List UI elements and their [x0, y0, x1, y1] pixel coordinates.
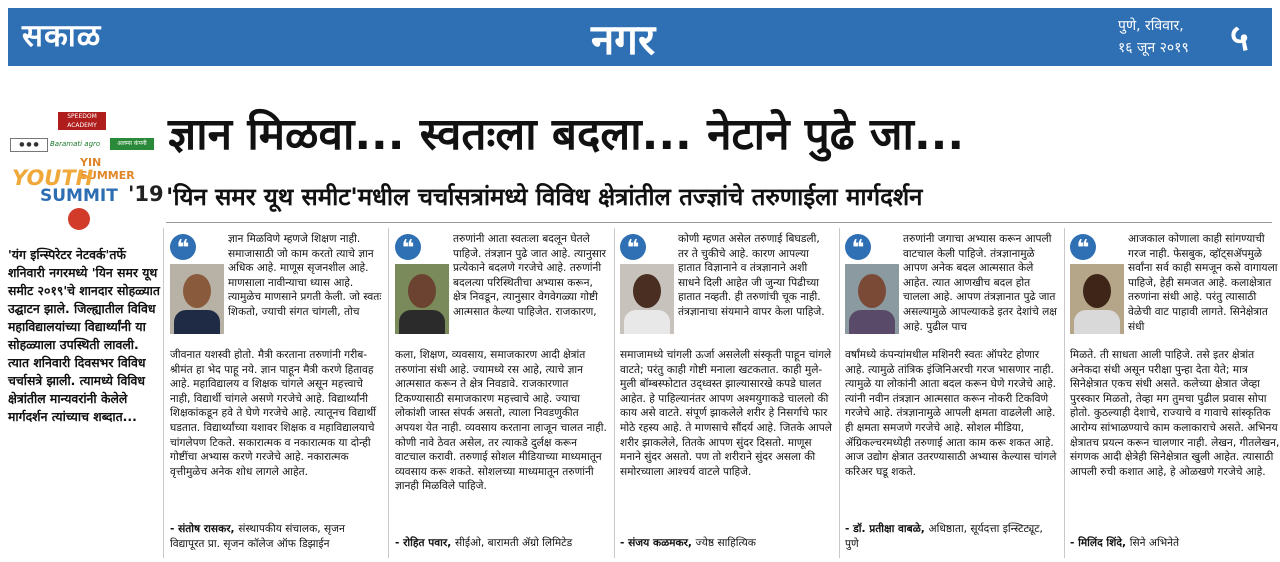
article-lead: ज्ञान मिळविणे म्हणजे शिक्षण नाही. समाजासाठी जो काम करतो त्याचे ज्ञान अधिक आहे. माणूस सृजनशील आहे. माणसाला नावीन्याचा ध्यास आहे. त्यामुळेच माणसाने प्रगती केली. जो स्वतः शिकतो, ज्याची संगत चांगली, तोच	[228, 233, 382, 318]
column-divider	[1064, 228, 1065, 558]
small-sponsor-logo: ● ● ●	[10, 138, 48, 152]
article-byline	[170, 522, 382, 551]
byline-name: - संजय कळमकर,	[620, 537, 692, 549]
agro-logo: Baramati agro	[50, 140, 101, 148]
quote-icon: ❝	[845, 234, 871, 260]
byline-role: ज्येष्ठ साहित्यिक	[695, 537, 756, 549]
column-divider	[388, 228, 389, 558]
article-body: वर्षांमध्ये कंपन्यांमधील मशिनरी स्वतः ऑपरेट होणार आहे. त्यामुळे तांत्रिक इंजिनिअरची गरज भासणार नाही. त्यामुळे या लोकांनी आता बदल करून घेणे गरजेचे आहे. त्यांनी नवीन तंत्रज्ञान आत्मसात करून नोकरी टिकविणे गरजेचे आहे. तंत्रज्ञानामुळे आपली क्षमता वाढलेली आहे. ही क्षमता समजणे गरजेचे आहे. सोशल मीडिया, ॲग्रिकल्चरमध्येही तरुणाई आता काम करू शकत आहे. आज उद्योग क्षेत्रात उतरण्यासाठी अभ्यास केल्यास चांगले करिअर घडू शकते.	[845, 349, 1057, 478]
academy-logo: SPEEDOM ACADEMY	[58, 112, 106, 130]
quote-article	[620, 232, 832, 560]
byline-name: - मिलिंद शिंदे,	[1070, 537, 1127, 549]
speaker-photo	[395, 264, 449, 334]
quote-article	[395, 232, 607, 560]
yin-summer-text: YIN SUMMER	[80, 156, 135, 182]
column-divider	[839, 228, 840, 558]
byline-role: सिने अभिनेते	[1129, 537, 1180, 549]
quote-article	[845, 232, 1057, 560]
headline: ज्ञान मिळवा... स्वतःला बदला... नेटाने पुढे जा...	[168, 109, 965, 160]
speaker-photo	[170, 264, 224, 334]
article-byline	[620, 536, 832, 551]
dateline	[1118, 15, 1189, 59]
dateline-date: १६ जून २०१९	[1118, 40, 1189, 56]
page-number: ५	[1230, 18, 1249, 59]
quote-icon: ❝	[170, 234, 196, 260]
dateline-city-day: पुणे, रविवार,	[1118, 18, 1184, 34]
quote-icon: ❝	[395, 234, 421, 260]
column-divider	[163, 228, 164, 558]
article-byline	[845, 522, 1057, 551]
byline-role: सीईओ, बारामती ॲग्रो लिमिटेड	[454, 537, 573, 549]
speaker-photo	[845, 264, 899, 334]
subheadline: 'यिन समर यूथ समीट'मधील चर्चासत्रांमध्ये विविध क्षेत्रांतील तज्ज्ञांचे तरुणाईला मार्गदर्शन	[166, 183, 923, 211]
newspaper-header	[8, 8, 1272, 66]
quote-article	[170, 232, 382, 560]
article-lead: तरुणांनी आता स्वतःला बदलून घेतले पाहिजे. तंत्रज्ञान पुढे जात आहे. त्यानुसार प्रत्येकाने बदलणे गरजेचे आहे. तरुणांनी बदलत्या परिस्थितीचा अभ्यास करून, क्षेत्र निवडून, त्यानुसार वेगवेगळ्या गोष्टी आत्मसात केल्या पाहिजेत. राजकारण,	[453, 233, 607, 318]
headline-rule	[166, 222, 1272, 223]
yin-year-text: '19	[128, 182, 164, 206]
masthead: सकाळ	[22, 18, 102, 54]
sponsor-logos	[6, 108, 164, 220]
byline-name: - रोहित पवार,	[395, 537, 452, 549]
speaker-photo	[1070, 264, 1124, 334]
byline-name: - डॉ. प्रतीक्षा वाबळे,	[845, 523, 925, 535]
speaker-photo	[620, 264, 674, 334]
article-byline	[1070, 536, 1280, 551]
article-body: जीवनात यशस्वी होतो. मैत्री करताना तरुणांनी गरीब-श्रीमंत हा भेद पाहू नये. ज्ञान पाहून मैत्री करणे हितावह आहे. महाविद्यालय व शिक्षक चांगले असून महत्त्वाचे नाही, विद्यार्थी चांगले असणे गरजेचे आहे. विद्यार्थ्यांनी शिक्षकांकडून हवे ते घेणे गरजेचे आहे. त्यातूनच विद्यार्थी घडतात. विद्यार्थ्यांच्या यशावर शिक्षक व महाविद्यालयाचे चांगलेपण टिकते. सकारात्मक व नकारात्मक या दोन्ही गोष्टींचा अभ्यास करणे गरजेचे आहे. नकारात्मक वृत्तीमुळेच अनेक शोध लागले आहेत.	[170, 349, 377, 478]
section-title: नगर	[591, 15, 656, 64]
column-divider	[614, 228, 615, 558]
article-body: समाजामध्ये चांगली ऊर्जा असलेली संस्कृती पाहून चांगले वाटते; परंतु काही गोष्टी मनाला खटकतात. काही मुले-मुली बॉम्बस्फोटात उद्ध्वस्त झाल्यासारखे कपडे घालत आहेत. हे पाहिल्यानंतर आपण अश्मयुगाकडे चाललो की काय असे वाटते. संपूर्ण झाकलेले शरीर हे निसर्गाचे फार मोठे रहस्य आहे. ते माणसाचे सौंदर्य आहे. जितके आपले शरीर झाकलेले, तितके आपण सुंदर दिसतो. माणूस मनाने सुंदर असतो. पण तो शरीराने सुंदर असला की समोरच्याला आश्चर्य वाटले पाहिजे.	[620, 349, 832, 478]
seal-icon	[68, 208, 90, 230]
intro-text: 'यंग इन्स्पिरेटर नेटवर्क'तर्फे शनिवारी नगरमध्ये 'यिन समर यूथ समीट २०१९'चे शानदार सोहळ्यात उद्घाटन झाले. जिल्ह्यातील विविध महाविद्यालयांच्या विद्यार्थ्यांनी या सोहळ्याला उपस्थिती लावली. त्यात शनिवारी दिवसभर विविध चर्चासत्रे झाली. त्यामध्ये विविध क्षेत्रांतील मान्यवरांनी केलेले मार्गदर्शन त्यांच्याच शब्दात...	[8, 247, 160, 424]
green-sponsor-logo: अलम्स कंपनी	[110, 138, 154, 150]
byline-name: - संतोष रासकर,	[170, 523, 235, 535]
yin-summit-logo	[10, 156, 164, 210]
quote-icon: ❝	[1070, 234, 1096, 260]
yin-summit-text: SUMMIT	[40, 186, 118, 206]
quote-article	[1070, 232, 1280, 560]
article-lead: तरुणांनी जगाचा अभ्यास करून आपली वाटचाल केली पाहिजे. तंत्रज्ञानामुळे आपण अनेक बदल आत्मसात केले आहेत. त्यात आणखीच बदल होत चालला आहे. आपण तंत्रज्ञानात पुढे जात असल्यामुळे आपल्याकडे इतर देशांचे लक्ष आहे. पुढील पाच	[903, 233, 1057, 333]
yin-youth-text: YOUTH	[12, 166, 94, 190]
article-body: कला, शिक्षण, व्यवसाय, समाजकारण आदी क्षेत्रांत तरुणांना संधी आहे. ज्यामध्ये रस आहे, त्याचे ज्ञान आत्मसात करून ते क्षेत्र निवडावे. राजकारणात टिकण्यासाठी समाजकारण महत्त्वाचे आहे. ज्याचा लोकांशी जास्त संपर्क असतो, त्याला निवडणुकीत अपयश येत नाही. व्यवसाय करताना लाजून चालत नाही. कोणी नावे ठेवत असेल, तर त्याकडे दुर्लक्ष करून वाटचाल करावी. तरुणाई सोशल मीडियाच्या माध्यमातून व्यवसाय करू शकते. सोशलच्या माध्यमातून तरुणांनी ज्ञानही मिळविले पाहिजे.	[395, 349, 607, 493]
article-lead: आजकाल कोणाला काही सांगण्याची गरज नाही. फेसबुक, व्हॉट्सॲपमुळे सर्वांना सर्व काही समजून कसे वागायला पाहिजे, हेही समजत आहे. कलाक्षेत्रात तरुणांना संधी आहे. परंतु त्यासाठी वेळेची वाट पाहावी लागते. सिनेक्षेत्रात संधी	[1128, 233, 1278, 333]
byline-role: संस्थापकीय संचालक, सृजन विद्यापूरत प्रा. सृजन कॉलेज ऑफ डिझाईन	[170, 523, 345, 550]
article-body: मिळते. ती साधता आली पाहिजे. तसे इतर क्षेत्रांत अनेकदा संधी असून परीक्षा पुन्हा देता येते; मात्र सिनेक्षेत्रात एकच संधी असते. कलेच्या क्षेत्रात जेव्हा पुरस्कार मिळतो, तेव्हा मग तुमचा पुढील प्रवास सोपा होतो. कुठल्याही देशाचे, राज्याचे व गावाचे सांस्कृतिक आरोग्य सांभाळण्याचे काम कलाकाराचे असते. अभिनय क्षेत्रातच प्रयत्न करून चालणार नाही. लेखन, गीतलेखन, संगणक आदी क्षेत्रेही सिनेक्षेत्रात खुली आहेत. त्यासाठी आपली रुची कशात आहे, हे ओळखणे गरजेचे आहे.	[1070, 349, 1280, 478]
article-byline	[395, 536, 607, 551]
quote-icon: ❝	[620, 234, 646, 260]
article-lead: कोणी म्हणत असेल तरुणाई बिघडली, तर ते चुकीचे आहे. कारण आपल्या हातात विज्ञानाने व तंत्रज्ञानाने अशी साधने दिली आहेत जी जुन्या पिढीच्या हातात नव्हती. ही तरुणांची चूक नाही. तंत्रज्ञानाचा संयमाने वापर केला पाहिजे.	[678, 233, 825, 318]
byline-role: अधिष्ठाता, सूर्यदत्ता इन्स्टिट्यूट, पुणे	[845, 523, 1043, 550]
